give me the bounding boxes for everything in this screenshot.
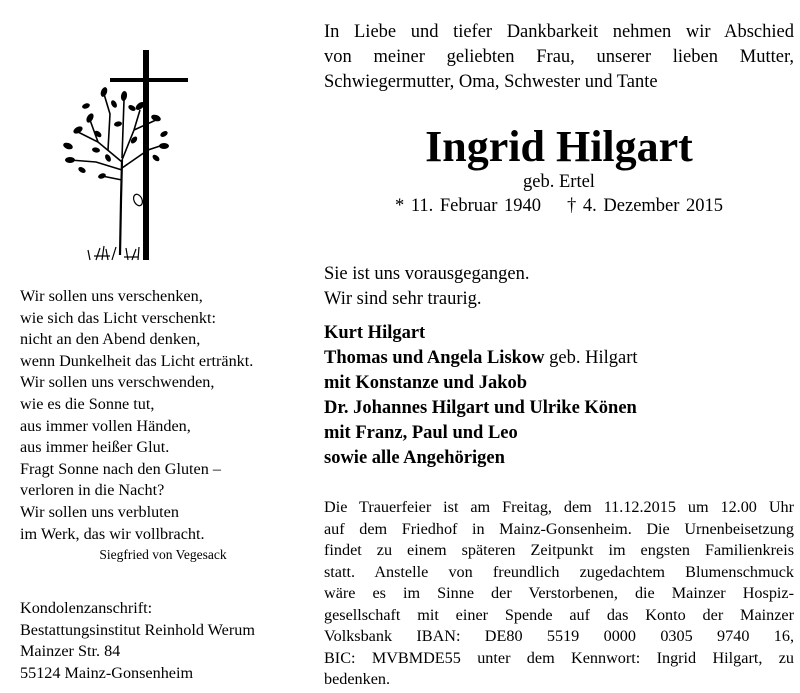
intro-line: Schwiegermutter, Oma, Schwester und Tante [324, 72, 658, 92]
service-line: auf dem Friedhof in Mainz-Gonsenheim. Die Urnenbeisetzung [324, 519, 794, 538]
service-info [324, 497, 794, 691]
mourner-note: geb. Hilgart [544, 348, 638, 368]
service-line: wäre es im Sinne der Verstorbenen, die Mainzer Hospiz- [324, 584, 794, 602]
service-line: bedenken. [324, 670, 391, 688]
poem-line: wie es die Sonne tut, [20, 394, 155, 413]
poem-line: nicht an den Abend denken, [20, 330, 201, 349]
intro-text [324, 20, 794, 95]
address-line: 55124 Mainz-Gonsenheim [20, 663, 194, 682]
mourner-name: Thomas und Angela Liskow [324, 348, 545, 368]
poem-line: im Werk, das wir vollbracht. [20, 524, 205, 543]
service-line: gesellschaft mit einer Spende auf das Konto der Mainzer [324, 605, 794, 624]
poem-line: wie sich das Licht verschenkt: [20, 308, 216, 327]
address-line: Bestattungsinstitut Reinhold Werum [20, 620, 255, 639]
poem-line: Wir sollen uns verschwenden, [20, 373, 215, 392]
poem-line: Wir sollen uns verbluten [20, 502, 179, 521]
mourner-name: sowie alle Angehörigen [324, 448, 505, 468]
poem-line: verloren in die Nacht? [20, 481, 165, 500]
service-line: Die Trauerfeier ist am Freitag, dem 11.12.2015 um 12.00 Uhr [324, 498, 794, 516]
farewell-lines [324, 262, 530, 312]
service-line: findet zu einem späteren Zeitpunkt im engsten Familienkreis [324, 541, 794, 559]
address-line: Kondolenzanschrift: [20, 599, 153, 617]
service-line: statt. Anstelle von freundlich zugedachtem Blumenschmuck [324, 562, 794, 581]
poem [20, 286, 253, 545]
mourner-name: mit Franz, Paul und Leo [324, 423, 518, 443]
mourner-name: Dr. Johannes Hilgart und Ulrike Könen [324, 398, 637, 418]
poem-line: Fragt Sonne nach den Gluten – [20, 459, 221, 478]
tree-and-cross-icon [38, 50, 198, 270]
poem-line: Wir sollen uns verschenken, [20, 287, 203, 305]
birth-date: * 11. Februar 1940 [394, 196, 542, 216]
poem-line: aus immer heißer Glut. [20, 438, 170, 457]
mourner-name: Kurt Hilgart [324, 323, 426, 343]
address-line: Mainzer Str. 84 [20, 642, 121, 660]
farewell-line: Wir sind sehr traurig. [324, 289, 482, 309]
death-date: † 4. Dezember 2015 [567, 196, 724, 216]
poem-line: wenn Dunkelheit das Licht ertränkt. [20, 351, 254, 370]
deceased-name: Ingrid Hilgart [425, 122, 693, 171]
intro-line: In Liebe und tiefer Dankbarkeit nehmen wir Abschied [324, 22, 794, 42]
condolence-address [20, 598, 255, 684]
mourner-name: mit Konstanze und Jakob [324, 373, 528, 393]
farewell-line: Sie ist uns vorausgegangen. [324, 264, 530, 284]
intro-line: von meiner geliebten Frau, unserer lieben Mutter, [324, 47, 794, 67]
service-line: Volksbank IBAN: DE80 5519 0000 0305 9740 16, [324, 627, 794, 645]
mourners-list [324, 321, 638, 471]
service-line: BIC: MVBMDE55 unter dem Kennwort: Ingrid Hilgart, zu [324, 648, 794, 667]
life-dates [324, 194, 794, 218]
maiden-name: geb. Ertel [523, 172, 595, 192]
poem-line: aus immer vollen Händen, [20, 416, 191, 435]
poem-author: Siegfried von Vegesack [99, 547, 227, 562]
